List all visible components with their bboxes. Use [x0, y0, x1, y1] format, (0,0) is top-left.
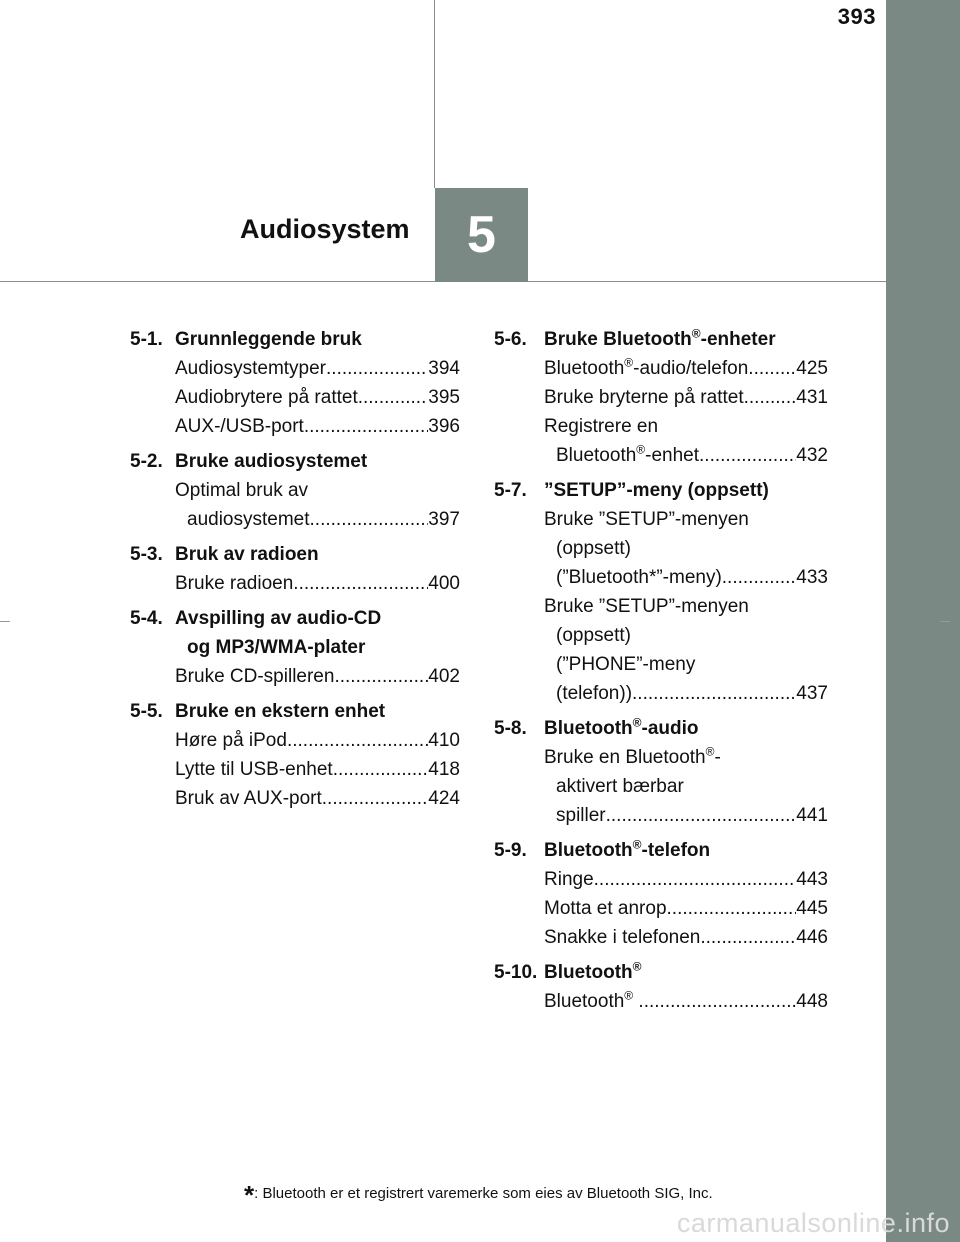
section-title: Bruke Bluetooth®-enheter: [544, 326, 776, 350]
toc-entry[interactable]: [175, 726, 460, 755]
section-number: 5-3.: [130, 544, 163, 565]
watermark: carmanualsonline.info: [676, 1208, 950, 1238]
entry-label: Bruke bryterne på rattet: [544, 387, 744, 408]
footnote-star: *: [244, 1180, 255, 1210]
toc-entry[interactable]: [175, 412, 460, 441]
section-title: Bruke audiosystemet: [175, 451, 368, 472]
entry-label: Ringe: [544, 869, 594, 890]
section-number: 5-1.: [130, 329, 163, 350]
entry-page: 441: [796, 805, 828, 826]
entry-label: Bluetooth®-audio/telefon: [544, 355, 749, 379]
toc-section: [130, 697, 460, 726]
entry-label: Høre på iPod: [175, 730, 287, 751]
entry-label-cont: audiosystemet: [187, 509, 310, 530]
toc-section: [494, 476, 828, 505]
crop-mark-right: [940, 621, 950, 622]
chapter-title: Audiosystem: [240, 214, 410, 244]
toc-entry[interactable]: [544, 865, 828, 894]
section-number: 5-2.: [130, 451, 163, 472]
toc-entry[interactable]: [544, 987, 828, 1016]
entry-label: Lytte til USB-enhet: [175, 759, 333, 780]
toc-section: [494, 714, 828, 743]
entry-label-cont: (”PHONE”-meny: [556, 654, 696, 675]
toc-section: [494, 958, 828, 987]
toc-entry[interactable]: [175, 383, 460, 412]
section-number: 5-6.: [494, 329, 527, 350]
entry-label: Snakke i telefonen: [544, 927, 701, 948]
entry-label: Bruke en Bluetooth®-: [544, 744, 721, 768]
toc-entry[interactable]: [175, 476, 460, 534]
section-title-cont: og MP3/WMA-plater: [187, 637, 366, 658]
entry-page: 402: [428, 666, 460, 687]
entry-label-cont: Bluetooth®-enhet: [556, 442, 700, 466]
page-number: 393: [837, 4, 876, 29]
toc-entry[interactable]: [175, 755, 460, 784]
footnote: [244, 1180, 713, 1211]
entry-label-cont: spiller: [556, 805, 606, 826]
entry-page: 431: [796, 387, 828, 408]
entry-label: Audiosystemtyper: [175, 358, 327, 379]
entry-label: Bruke ”SETUP”-menyen: [544, 509, 749, 530]
section-number: 5-10.: [494, 962, 538, 983]
toc-left-column: [130, 325, 460, 813]
toc-entry[interactable]: [544, 743, 828, 830]
toc-section: [130, 447, 460, 476]
toc-section: [130, 540, 460, 569]
toc-entry[interactable]: [544, 592, 828, 708]
section-title: Grunnleggende bruk: [175, 329, 362, 350]
toc-entry[interactable]: [544, 354, 828, 383]
toc-section: [494, 325, 828, 354]
toc-section: [494, 836, 828, 865]
entry-label-cont: (”Bluetooth*”-meny): [556, 567, 722, 588]
entry-page: 410: [428, 730, 460, 751]
divider-vertical: [434, 0, 435, 188]
section-title: ”SETUP”-meny (oppsett): [544, 480, 769, 501]
toc-entry[interactable]: [544, 383, 828, 412]
section-title: Bluetooth®: [544, 959, 642, 983]
section-number: 5-4.: [130, 608, 163, 629]
toc-section: [130, 604, 460, 633]
entry-page: 394: [428, 358, 460, 379]
entry-label-cont: aktivert bærbar: [556, 776, 684, 797]
entry-page: 424: [428, 788, 460, 809]
entry-label-cont: (telefon)): [556, 683, 633, 704]
entry-page: 448: [796, 991, 828, 1012]
footnote-text: : Bluetooth er et registrert varemerke som eies av Bluetooth SIG, Inc.: [254, 1185, 713, 1202]
entry-page: 446: [796, 927, 828, 948]
entry-label: Bruke ”SETUP”-menyen: [544, 596, 749, 617]
entry-page: 418: [428, 759, 460, 780]
entry-page: 443: [796, 869, 828, 890]
chapter-number: 5: [435, 188, 528, 282]
section-title: Avspilling av audio-CD: [175, 608, 382, 629]
section-title: Bruke en ekstern enhet: [175, 701, 386, 722]
entry-page: 397: [428, 509, 460, 530]
entry-label: Bruke radioen: [175, 573, 294, 594]
toc-entry[interactable]: [544, 505, 828, 592]
entry-label: Bluetooth®: [544, 988, 634, 1012]
entry-page: 433: [796, 567, 828, 588]
entry-page: 400: [428, 573, 460, 594]
entry-label: Audiobrytere på rattet: [175, 387, 358, 408]
section-number: 5-7.: [494, 480, 527, 501]
entry-page: 396: [428, 416, 460, 437]
toc-entry[interactable]: [175, 784, 460, 813]
entry-page: 425: [796, 358, 828, 379]
section-number: 5-5.: [130, 701, 163, 722]
toc-entry[interactable]: [175, 569, 460, 598]
toc-section: [130, 325, 460, 354]
section-title: Bruk av radioen: [175, 544, 319, 565]
toc-entry[interactable]: [544, 894, 828, 923]
section-title: Bluetooth®-telefon: [544, 837, 711, 861]
entry-label: Registrere en: [544, 416, 659, 437]
entry-label-cont: (oppsett): [556, 625, 631, 646]
toc-entry[interactable]: [544, 412, 828, 470]
entry-page: 432: [796, 445, 828, 466]
toc-right-column: [494, 325, 828, 1016]
entry-label: AUX-/USB-port: [175, 416, 304, 437]
section-title: Bluetooth®-audio: [544, 715, 699, 739]
entry-page: 437: [796, 683, 828, 704]
entry-label: Optimal bruk av: [175, 480, 309, 501]
entry-label: Motta et anrop: [544, 898, 667, 919]
entry-page: 445: [796, 898, 828, 919]
entry-page: 395: [428, 387, 460, 408]
entry-label: Bruke CD-spilleren: [175, 666, 335, 687]
toc-entry[interactable]: [544, 923, 828, 952]
toc-entry[interactable]: [175, 354, 460, 383]
entry-label-cont: (oppsett): [556, 538, 631, 559]
section-number: 5-8.: [494, 718, 527, 739]
crop-mark-left: [0, 621, 10, 622]
section-number: 5-9.: [494, 840, 527, 861]
entry-label: Bruk av AUX-port: [175, 788, 322, 809]
toc-entry[interactable]: [175, 662, 460, 691]
